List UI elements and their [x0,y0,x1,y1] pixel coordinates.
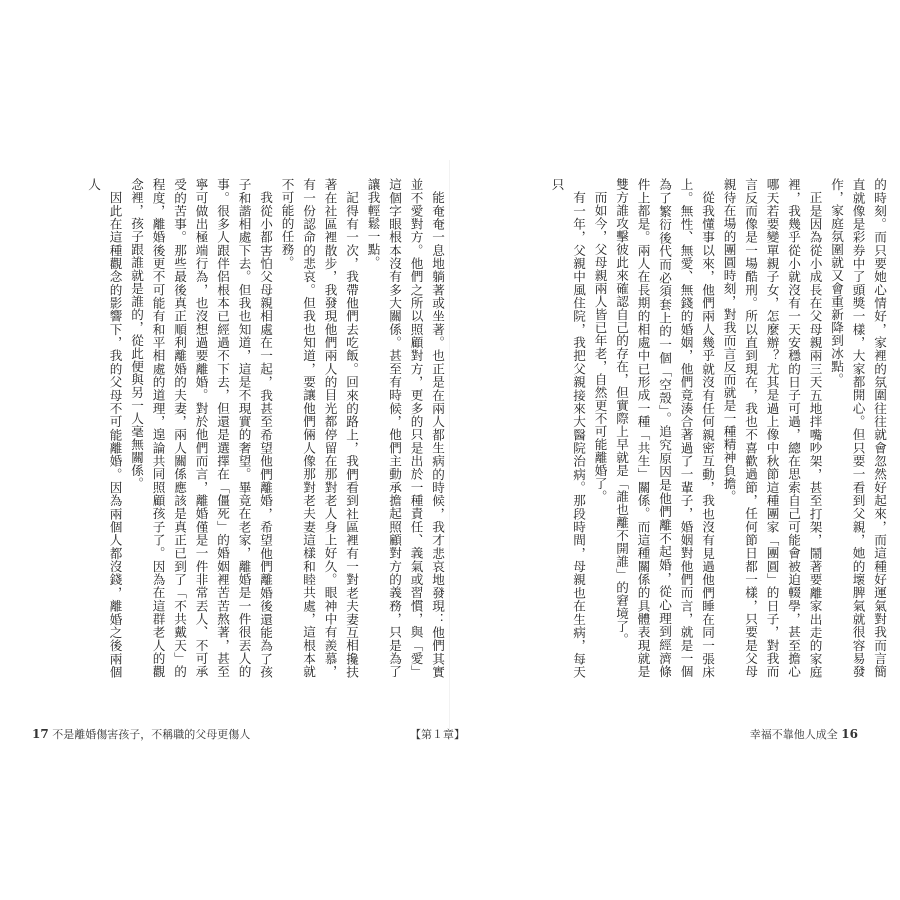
chapter-label: 【第１章】 [410,728,465,741]
right-page-number: 16 [841,727,858,741]
right-page [470,178,890,678]
paragraph: 有一年，父親中風住院，我把父親接來大醫院治病。那段時間，母親也在生病，每天只 [549,178,586,678]
paragraph: 我從小都害怕父母親相處在一起，我甚至希望他們離婚，希望他們離婚後還能為了孩子和諧相處下去。但我也知道，這是不現實的奢望。畢竟在老家，離婚是一件很丟人的事。很多人跟伴侶根本已經過不下去，但還是選擇在「僵死」的婚姻裡苦苦熬著，甚至寧可做出極端行為，也沒想過要離婚。對於他們而言，離婚僅是一件非常丟人、不可承受的苦事。那些最後真正順利離婚的夫妻，兩人關係應該是真正已到了「不共戴天」的程度，離婚後更不可能有和平相處的道理，遑論共同照顧孩子了。因為在這群老人的觀念裡，孩子跟誰就是誰的，從此便與另一人毫無關係。 [129,178,273,678]
paragraph: 能奄奄一息地躺著或坐著。也正是在兩人都生病的時候，我才悲哀地發現：他們其實並不愛對方。他們之所以照顧對方，更多的只是出於一種責任、義氣或習慣，與「愛」這個字眼根本沒有多大關係。甚至有時候，他們主動承擔起照顧對方的義務，只是為了讓我輕鬆一點。 [365,178,445,678]
paragraph: 從我懂事以來，他們兩人幾乎就沒有任何親密互動，我也沒有見過他們睡在同一張床上。無性、無愛、無錢的婚姻，他們竟湊合著過了一輩子，婚姻對他們而言，就是一個為了繁衍後代而必須套上的一個「空殼」。追究原因是他們離不起婚，從心理到經濟條件上都是。兩人在長期的相處中已形成一種「共生」關係。而這種關係的具體表現就是雙方誰攻擊彼此來確認自己的存在，但實際上早就是「誰也離不開誰」的窘境了。 [614,178,715,678]
right-running-title: 幸福不靠他人成全 [749,728,838,741]
paragraph: 因此在這種觀念的影響下，我的父母不可能離婚。因為兩個人都沒錢，離婚之後兩個人 [86,178,123,678]
left-page [28,178,448,678]
right-page-text [470,178,890,678]
paragraph: 記得有一次，我帶他們去吃飯。回來的路上，我們看到社區裡有一對老夫妻互相攙扶著在社區裡散步，我發現他們兩人的目光都停留在那對老人身上好久。眼神中有羨慕，有一份認命的悲哀。但我也知道，要讓他們倆人像那對老夫妻這樣和睦共處，這根本就不可能的任務。 [279,178,359,678]
paragraph: 而如今，父母親兩人皆已年老，自然更不可能離婚了。 [592,190,608,503]
left-running-title: 不是離婚傷害孩子，不稱職的父母更傷人 [52,728,251,741]
page-gutter [449,160,450,740]
left-page-text [28,178,448,678]
left-page-number: 17 [32,727,49,741]
left-page-footer [32,726,250,742]
right-page-footer [750,726,858,742]
paragraph: 正是因為從小成長在父母親兩三天五地拌嘴吵架，甚至打架，鬧著要離家出走的家庭裡，我幾乎從小就沒有一天安穩的日子可過，總在思索自己可能會被迫輟學，甚至擔心哪天若要變單親子女，怎麼辦？尤其是過上像中秋節這種團家「團圓」的日子，對我而言反而像是一場酷刑。所以直到現在，我也不喜歡過節，任何節日都一樣，只要是父母親待在場的團圓時刻，對我而言反而就是一種精神負擔。 [721,178,823,678]
paragraph: 的時刻。而只要她心情好，家裡的氛圍往往就會忽然好起來，而這種好運氣對我而言簡直就像是彩券中了頭獎一樣，大家都開心。但只要一看到父親，她的壞脾氣就很容易發作，家庭氛圍就又會重新降到冰點。 [829,178,887,678]
